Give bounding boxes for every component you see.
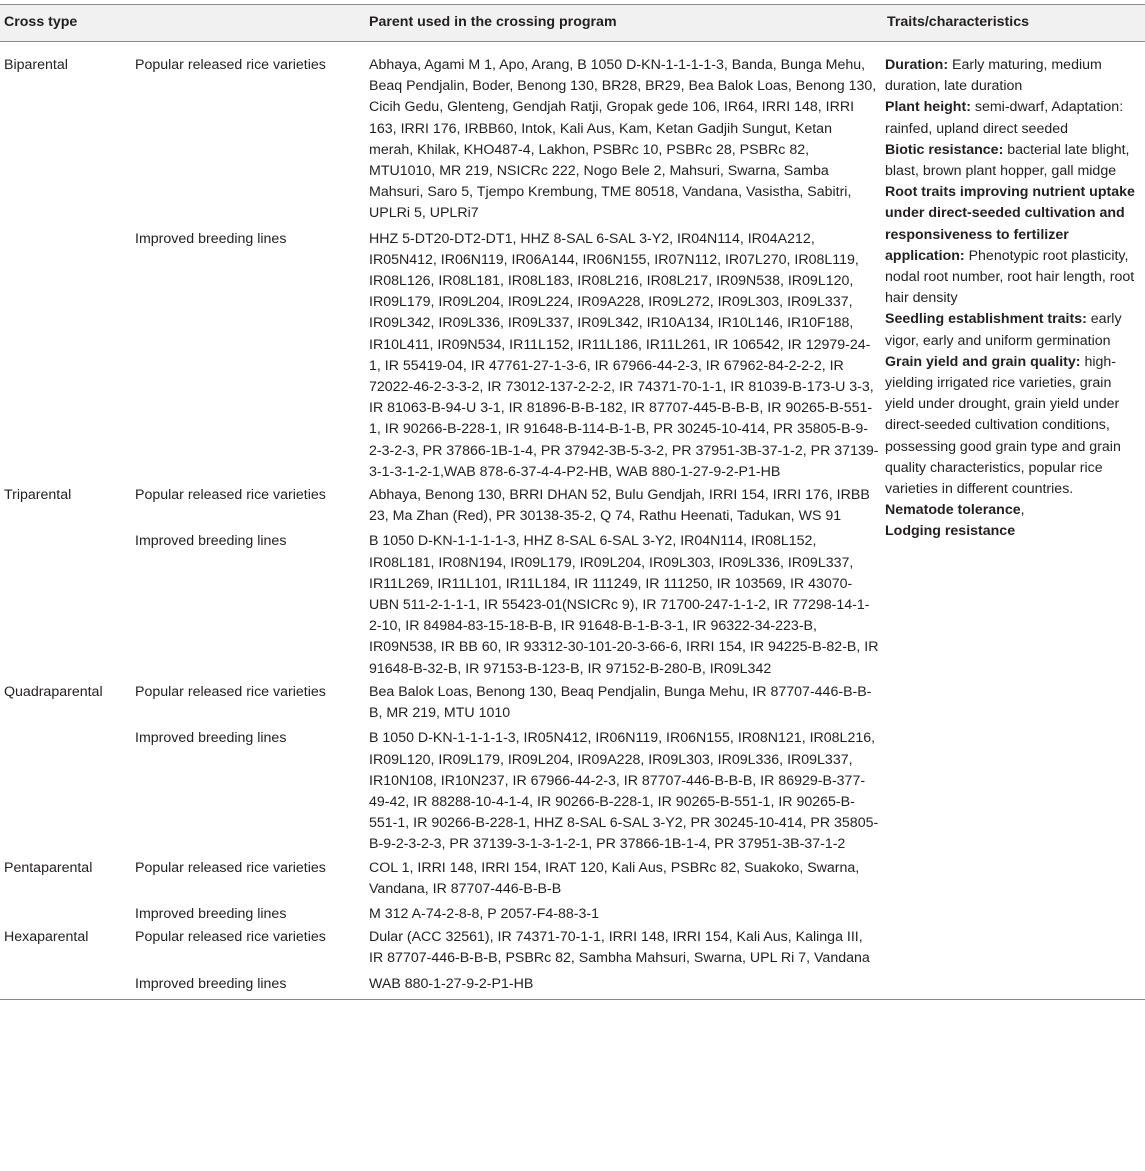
cross-type-cell	[0, 724, 130, 855]
parents-cell: M 312 A-74-2-8-8, P 2057-F4-88-3-1	[369, 905, 600, 922]
cross-type-cell	[0, 900, 130, 925]
trait-biotic-label: Biotic resistance:	[885, 141, 1004, 158]
cross-type-cell	[0, 527, 130, 679]
parent-group-cell: Improved breeding lines	[135, 975, 287, 992]
parents-cell: Abhaya, Benong 130, BRRI DHAN 52, Bulu Gendjah, IRRI 154, IRRI 176, IRBB 23, Ma Zhan (Red), PR 30138-35-2, Q 74, Rathu Heenati, Tadukan, WS 91	[369, 487, 870, 525]
parent-group-cell: Improved breeding lines	[135, 230, 287, 247]
trait-grain-label: Grain yield and grain quality:	[885, 353, 1081, 370]
header-traits: Traits/characteristics	[883, 5, 1145, 42]
trait-comma: ,	[1020, 502, 1025, 519]
parents-cell: B 1050 D-KN-1-1-1-1-3, HHZ 8-SAL 6-SAL 3-Y2, IR04N114, IR08L152, IR08L181, IR08N194, IR09L179, IR09L204, IR09L303, IR09L336, IR09L337, IR11L269, IR11L101, IR11L184, IR 111249, IR 111250, IR 103569, IR 43070-UBN 511-2-1-1-1, IR 55423-01(NSICRc 9), IR 71700-247-1-1-2, IR 77298-14-1-2-10, IR 84984-83-15-18-B-B, IR 91648-B-1-B-3-1, IR 96322-34-223-B, IR09N538, IR BB 60, IR 93312-30-101-20-3-66-6, IRRI 154, IR 94225-B-82-B, IR 91648-B-32-B, IR 97153-B-123-B, IR 97152-B-280-B, IR09L342	[369, 533, 879, 677]
cross-type-cell: Triparental	[4, 487, 72, 504]
trait-seedling-text: early vigor, early and uniform germination	[885, 311, 1122, 349]
crossing-program-table	[0, 4, 1145, 1000]
trait-duration-text: Early maturing, medium duration, late duration	[885, 57, 1102, 95]
cross-type-cell: Hexaparental	[4, 929, 89, 946]
parent-group-cell: Popular released rice varieties	[135, 487, 326, 504]
trait-root-label: Root traits improving nutrient uptake under direct-seeded cultivation and responsiveness to fertilizer application:	[885, 184, 1135, 264]
cross-type-cell: Pentaparental	[4, 859, 93, 876]
trait-height-label: Plant height:	[885, 99, 971, 116]
parent-group-cell: Improved breeding lines	[135, 730, 287, 747]
header-row	[0, 5, 1145, 42]
trait-height-text: semi-dwarf, Adaptation: rainfed, upland direct seeded	[885, 99, 1124, 137]
parent-group-cell: Popular released rice varieties	[135, 57, 326, 73]
cross-type-cell	[0, 970, 130, 1000]
header-cross-type: Cross type	[0, 5, 365, 42]
parent-group-cell: Improved breeding lines	[135, 905, 287, 922]
parents-cell: HHZ 5-DT20-DT2-DT1, HHZ 8-SAL 6-SAL 3-Y2, IR04N114, IR04A212, IR05N412, IR06N119, IR06A144, IR06N155, IR07N112, IR07L270, IR08L119, IR08L126, IR08L181, IR08L183, IR08L216, IR08L217, IR09N538, IR09L120, IR09L179, IR09L204, IR09L224, IR09A228, IR09L272, IR09L303, IR09L337, IR09L342, IR09L336, IR09L337, IR09L342, IR10A134, IR10L146, IR10F188, IR10L411, IR09N534, IR11L152, IR11L186, IR11L261, IR 106542, IR 12979-24-1, IR 55419-04, IR 47761-27-1-3-6, IR 67966-44-2-3, IR 67962-84-2-2-2, IR 72022-46-2-3-3-2, IR 73012-137-2-2-2, IR 74371-70-1-1, IR 81039-B-173-U 3-3, IR 81063-B-94-U 3-1, IR 81896-B-B-182, IR 87707-445-B-B-B, IR 90265-B-551-1, IR 90266-B-228-1, IR 91648-B-114-B-1-B, PR 30245-10-414, PR 35805-B-9-2-3-2-3, PR 37866-1B-1-4, PR 37942-3B-5-3-2, PR 37951-3B-37-1-2, PR 37139-3-1-3-1-2-1,WAB 878-6-37-4-4-P2-HB, WAB 880-1-27-9-2-P1-HB	[369, 230, 879, 480]
parent-group-cell: Popular released rice varieties	[135, 929, 326, 946]
trait-lodging-label: Lodging resistance	[885, 523, 1016, 540]
trait-biotic-text: bacterial late blight, blast, brown plant hopper, gall midge	[885, 141, 1130, 180]
parent-group-cell: Popular released rice varieties	[135, 859, 326, 876]
table-bottom-rule	[0, 999, 1145, 1000]
parent-group-cell: Improved breeding lines	[135, 533, 287, 550]
cross-type-cell: Biparental	[4, 57, 68, 73]
parents-cell: Bea Balok Loas, Benong 130, Beaq Pendjalin, Bunga Mehu, IR 87707-446-B-B-B, MR 219, MTU 1010	[369, 683, 872, 722]
parents-cell: COL 1, IRRI 148, IRRI 154, IRAT 120, Kali Aus, PSBRc 82, Suakoko, Swarna, Vandana, IR 87707-446-B-B-B	[369, 859, 860, 897]
table-row	[0, 42, 1145, 225]
cross-type-cell: Quadraparental	[4, 683, 103, 700]
parents-cell: WAB 880-1-27-9-2-P1-HB	[369, 975, 534, 992]
parents-cell: B 1050 D-KN-1-1-1-1-3, IR05N412, IR06N119, IR06N155, IR08N121, IR08L216, IR09L120, IR09L179, IR09L204, IR09A228, IR09L303, IR09L336, IR09L337, IR10N108, IR10N237, IR 67966-44-2-3, IR 87707-446-B-B-B, IR 86929-B-377-49-42, IR 88288-10-4-1-4, IR 90266-B-228-1, IR 90265-B-551-1, IR 90265-B-551-1, IR 90266-B-228-1, HHZ 8-SAL 6-SAL 3-Y2, PR 30245-10-414, PR 35805-B-9-2-3-2-3, PR 37139-3-1-3-1-2-1, PR 37866-1B-1-4, PR 37951-3B-37-1-2	[369, 730, 879, 853]
parents-cell: Dular (ACC 32561), IR 74371-70-1-1, IRRI 148, IRRI 154, Kali Aus, Kalinga III, IR 87707-446-B-B-B, PSBRc 82, Sambha Mahsuri, Swarna, UPL Ri 7, Vandana	[369, 929, 870, 967]
trait-nematode-label: Nematode tolerance	[885, 502, 1021, 519]
trait-root-text: Phenotypic root plasticity, nodal root number, root hair length, root hair density	[885, 247, 1135, 307]
bottom-rule-cell	[0, 999, 1145, 1000]
trait-duration-label: Duration:	[885, 57, 949, 73]
trait-grain-text: high-yielding irrigated rice varieties, grain yield under drought, grain yield under direct-seeded cultivation conditions, possessing good grain type and grain quality characteristics, popular rice varieties in different countries.	[885, 353, 1121, 498]
header-parents: Parent used in the crossing program	[365, 5, 883, 42]
parent-group-cell: Popular released rice varieties	[135, 683, 326, 700]
parents-cell: Abhaya, Agami M 1, Apo, Arang, B 1050 D-KN-1-1-1-1-3, Banda, Bunga Mehu, Beaq Pendjalin, Boder, Benong 130, BR28, BR29, Bea Balok Loas, Benong 130, Cicih Gedu, Glenteng, Gendjah Ratji, Gropak gede 106, IR64, IRRI 148, IRRI 163, IRRI 176, IRBB60, Intok, Kali Aus, Kam, Ketan Gadjih Sungut, Ketan merah, Khilak, KHO487-4, Lakhon, PSBRc 10, PSBRc 28, PSBRc 82, MTU1010, MR 219, NSICRc 222, Nogo Bele 2, Mahsuri, Swarna, Samba Mahsuri, Saro 5, Tjempo Krembung, TME 80518, Vandana, Vasistha, Sabitri, UPLRi 5, UPLRi7	[369, 57, 877, 222]
trait-seedling-label: Seedling establishment traits:	[885, 311, 1087, 328]
cross-type-cell	[0, 225, 130, 483]
traits-cell	[883, 42, 1145, 1000]
